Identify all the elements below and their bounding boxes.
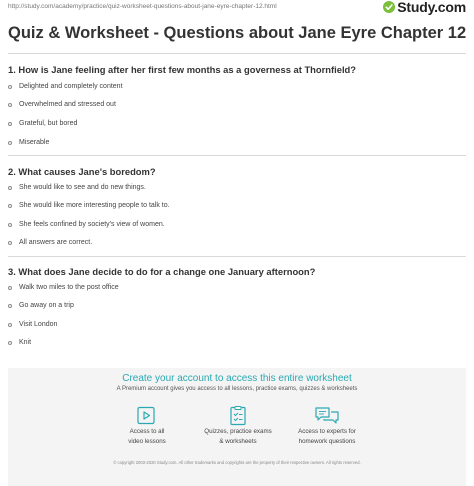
feature-label-line1: Access to all xyxy=(129,428,165,435)
radio-button[interactable] xyxy=(8,141,12,145)
option-label: All answers are correct. xyxy=(19,239,93,246)
option-label: Go away on a trip xyxy=(19,302,74,309)
question-3-option-2[interactable] xyxy=(8,300,74,311)
radio-button[interactable] xyxy=(8,186,12,190)
question-3-option-3[interactable] xyxy=(8,319,57,330)
radio-button[interactable] xyxy=(8,241,12,245)
question-1-option-4[interactable] xyxy=(8,137,49,148)
option-label: Knit xyxy=(19,339,32,346)
feature-label-line1: Access to experts for xyxy=(298,428,356,435)
option-label: Walk two miles to the post office xyxy=(19,284,119,291)
option-label: Overwhelmed and stressed out xyxy=(19,101,116,108)
question-1-option-1[interactable] xyxy=(8,81,123,92)
page-title: Quiz & Worksheet - Questions about Jane Eyre Chapter 12 xyxy=(8,24,467,42)
radio-button[interactable] xyxy=(8,223,12,227)
radio-button[interactable] xyxy=(8,85,12,89)
option-label: Grateful, but bored xyxy=(19,120,78,127)
option-label: Delighted and completely content xyxy=(19,83,123,90)
study-logo[interactable] xyxy=(383,0,466,15)
logo-text: Study.com xyxy=(397,0,466,15)
radio-button[interactable] xyxy=(8,286,12,290)
quiz-checklist-icon xyxy=(227,406,249,426)
radio-button[interactable] xyxy=(8,103,12,107)
question-2-option-2[interactable] xyxy=(8,200,170,211)
option-label: Miserable xyxy=(19,139,50,146)
feature-label-line2: homework questions xyxy=(298,438,356,445)
study-logo-icon xyxy=(383,1,395,13)
radio-button[interactable] xyxy=(8,204,12,208)
feature-label-line2: video lessons xyxy=(128,438,166,445)
question-divider xyxy=(8,155,466,156)
feature-video-lessons xyxy=(102,406,192,446)
question-2-text: 2. What causes Jane's boredom? xyxy=(8,166,156,177)
option-label: She would like more interesting people to talk to. xyxy=(19,202,170,209)
question-1-option-3[interactable] xyxy=(8,118,77,129)
question-1-option-2[interactable] xyxy=(8,99,116,110)
radio-button[interactable] xyxy=(8,323,12,327)
radio-button[interactable] xyxy=(8,304,12,308)
feature-experts xyxy=(282,406,372,446)
question-2-option-1[interactable] xyxy=(8,182,146,193)
title-divider xyxy=(8,53,466,54)
feature-label-line2: & worksheets xyxy=(219,438,257,445)
page-url: http://study.com/academy/practice/quiz-worksheet-questions-about-jane-eyre-chapter-12.html xyxy=(8,3,277,10)
question-3-option-4[interactable] xyxy=(8,337,31,348)
option-label: She feels confined by society's view of women. xyxy=(19,221,165,228)
video-play-icon xyxy=(136,406,158,426)
premium-description: A Premium account gives you access to all lessons, practice exams, quizzes & worksheets xyxy=(116,386,358,392)
copyright-text: © copyright 2003-2020 Study.com. All other trademarks and copyrights are the property of their respective owners. All rights reserved. xyxy=(113,460,361,465)
option-label: She would like to see and do new things. xyxy=(19,184,146,191)
radio-button[interactable] xyxy=(8,341,12,345)
question-2-option-4[interactable] xyxy=(8,237,92,248)
option-label: Visit London xyxy=(19,321,58,328)
question-2-option-3[interactable] xyxy=(8,219,165,230)
feature-quizzes xyxy=(193,406,283,446)
create-account-link[interactable]: Create your account to access this entire worksheet xyxy=(122,373,352,384)
feature-label-line1: Quizzes, practice exams xyxy=(204,428,272,435)
chat-bubbles-icon xyxy=(314,406,340,426)
top-bar xyxy=(8,0,466,16)
question-3-text: 3. What does Jane decide to do for a change one January afternoon? xyxy=(8,266,316,277)
question-divider xyxy=(8,256,466,257)
radio-button[interactable] xyxy=(8,122,12,126)
question-1-text: 1. How is Jane feeling after her first few months as a governess at Thornfield? xyxy=(8,64,357,75)
question-3-option-1[interactable] xyxy=(8,282,119,293)
